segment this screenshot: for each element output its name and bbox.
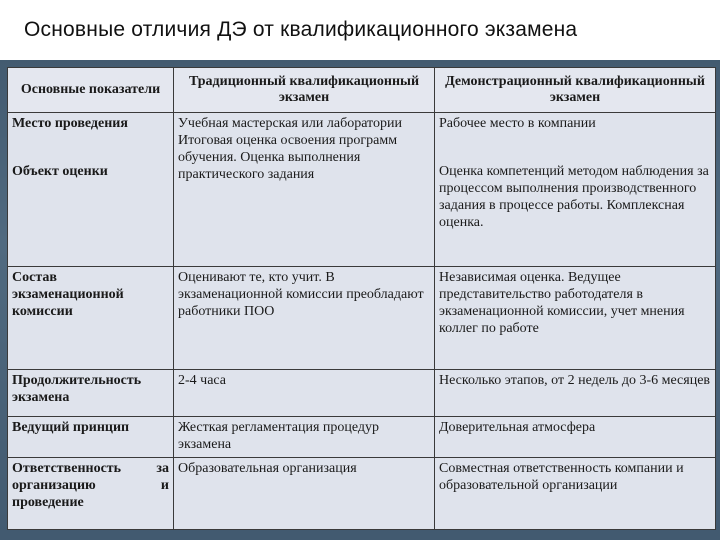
table-row	[8, 417, 716, 458]
label-commission: Состав экзаменационной комиссии	[8, 266, 174, 369]
comparison-table-container	[7, 67, 715, 530]
header-demonstration: Демонстрационный квалификационный экзамен	[435, 68, 716, 113]
demonstration-cell	[435, 113, 716, 267]
demo-object: Оценка компетенций методом наблюдения за процессом выполнения производственного задания в процессе работы. Комплексная оценка.	[439, 164, 709, 231]
header-indicators: Основные показатели	[8, 68, 174, 113]
trad-commission: Оценивают те, кто учит. В экзаменационной комиссии преобладают работники ПОО	[174, 266, 435, 369]
table-row	[8, 113, 716, 267]
trad-object: Итоговая оценка освоения программ обучения. Оценка выполнения практического задания	[178, 133, 398, 183]
label-duration: Продолжительность экзамена	[8, 370, 174, 417]
header-traditional: Традиционный квалификационный экзамен	[174, 68, 435, 113]
label-object: Объект оценки	[12, 164, 108, 180]
slide-title: Основные отличия ДЭ от квалификационного экзамена	[24, 18, 578, 41]
trad-principle: Жесткая регламентация процедур экзамена	[174, 417, 435, 458]
trad-duration: 2-4 часа	[174, 370, 435, 417]
label-responsibility: Ответственность за организацию и проведение	[8, 458, 174, 530]
traditional-cell	[174, 113, 435, 267]
header-row	[8, 68, 716, 113]
demo-commission: Независимая оценка. Ведущее представительство работодателя в экзаменационной комиссии, учет мнения коллег по работе	[435, 266, 716, 369]
trad-venue: Учебная мастерская или лаборатории	[178, 116, 402, 132]
table-row	[8, 266, 716, 369]
title-bar	[0, 0, 720, 60]
table-row	[8, 370, 716, 417]
label-venue: Место проведения	[12, 116, 128, 132]
demo-responsibility: Совместная ответственность компании и образовательной организации	[435, 458, 716, 530]
row-label	[8, 113, 174, 267]
label-principle: Ведущий принцип	[8, 417, 174, 458]
comparison-table	[7, 67, 716, 530]
demo-principle: Доверительная атмосфера	[435, 417, 716, 458]
demo-duration: Несколько этапов, от 2 недель до 3-6 месяцев	[435, 370, 716, 417]
demo-venue: Рабочее место в компании	[439, 116, 596, 132]
trad-responsibility: Образовательная организация	[174, 458, 435, 530]
table-row	[8, 458, 716, 530]
